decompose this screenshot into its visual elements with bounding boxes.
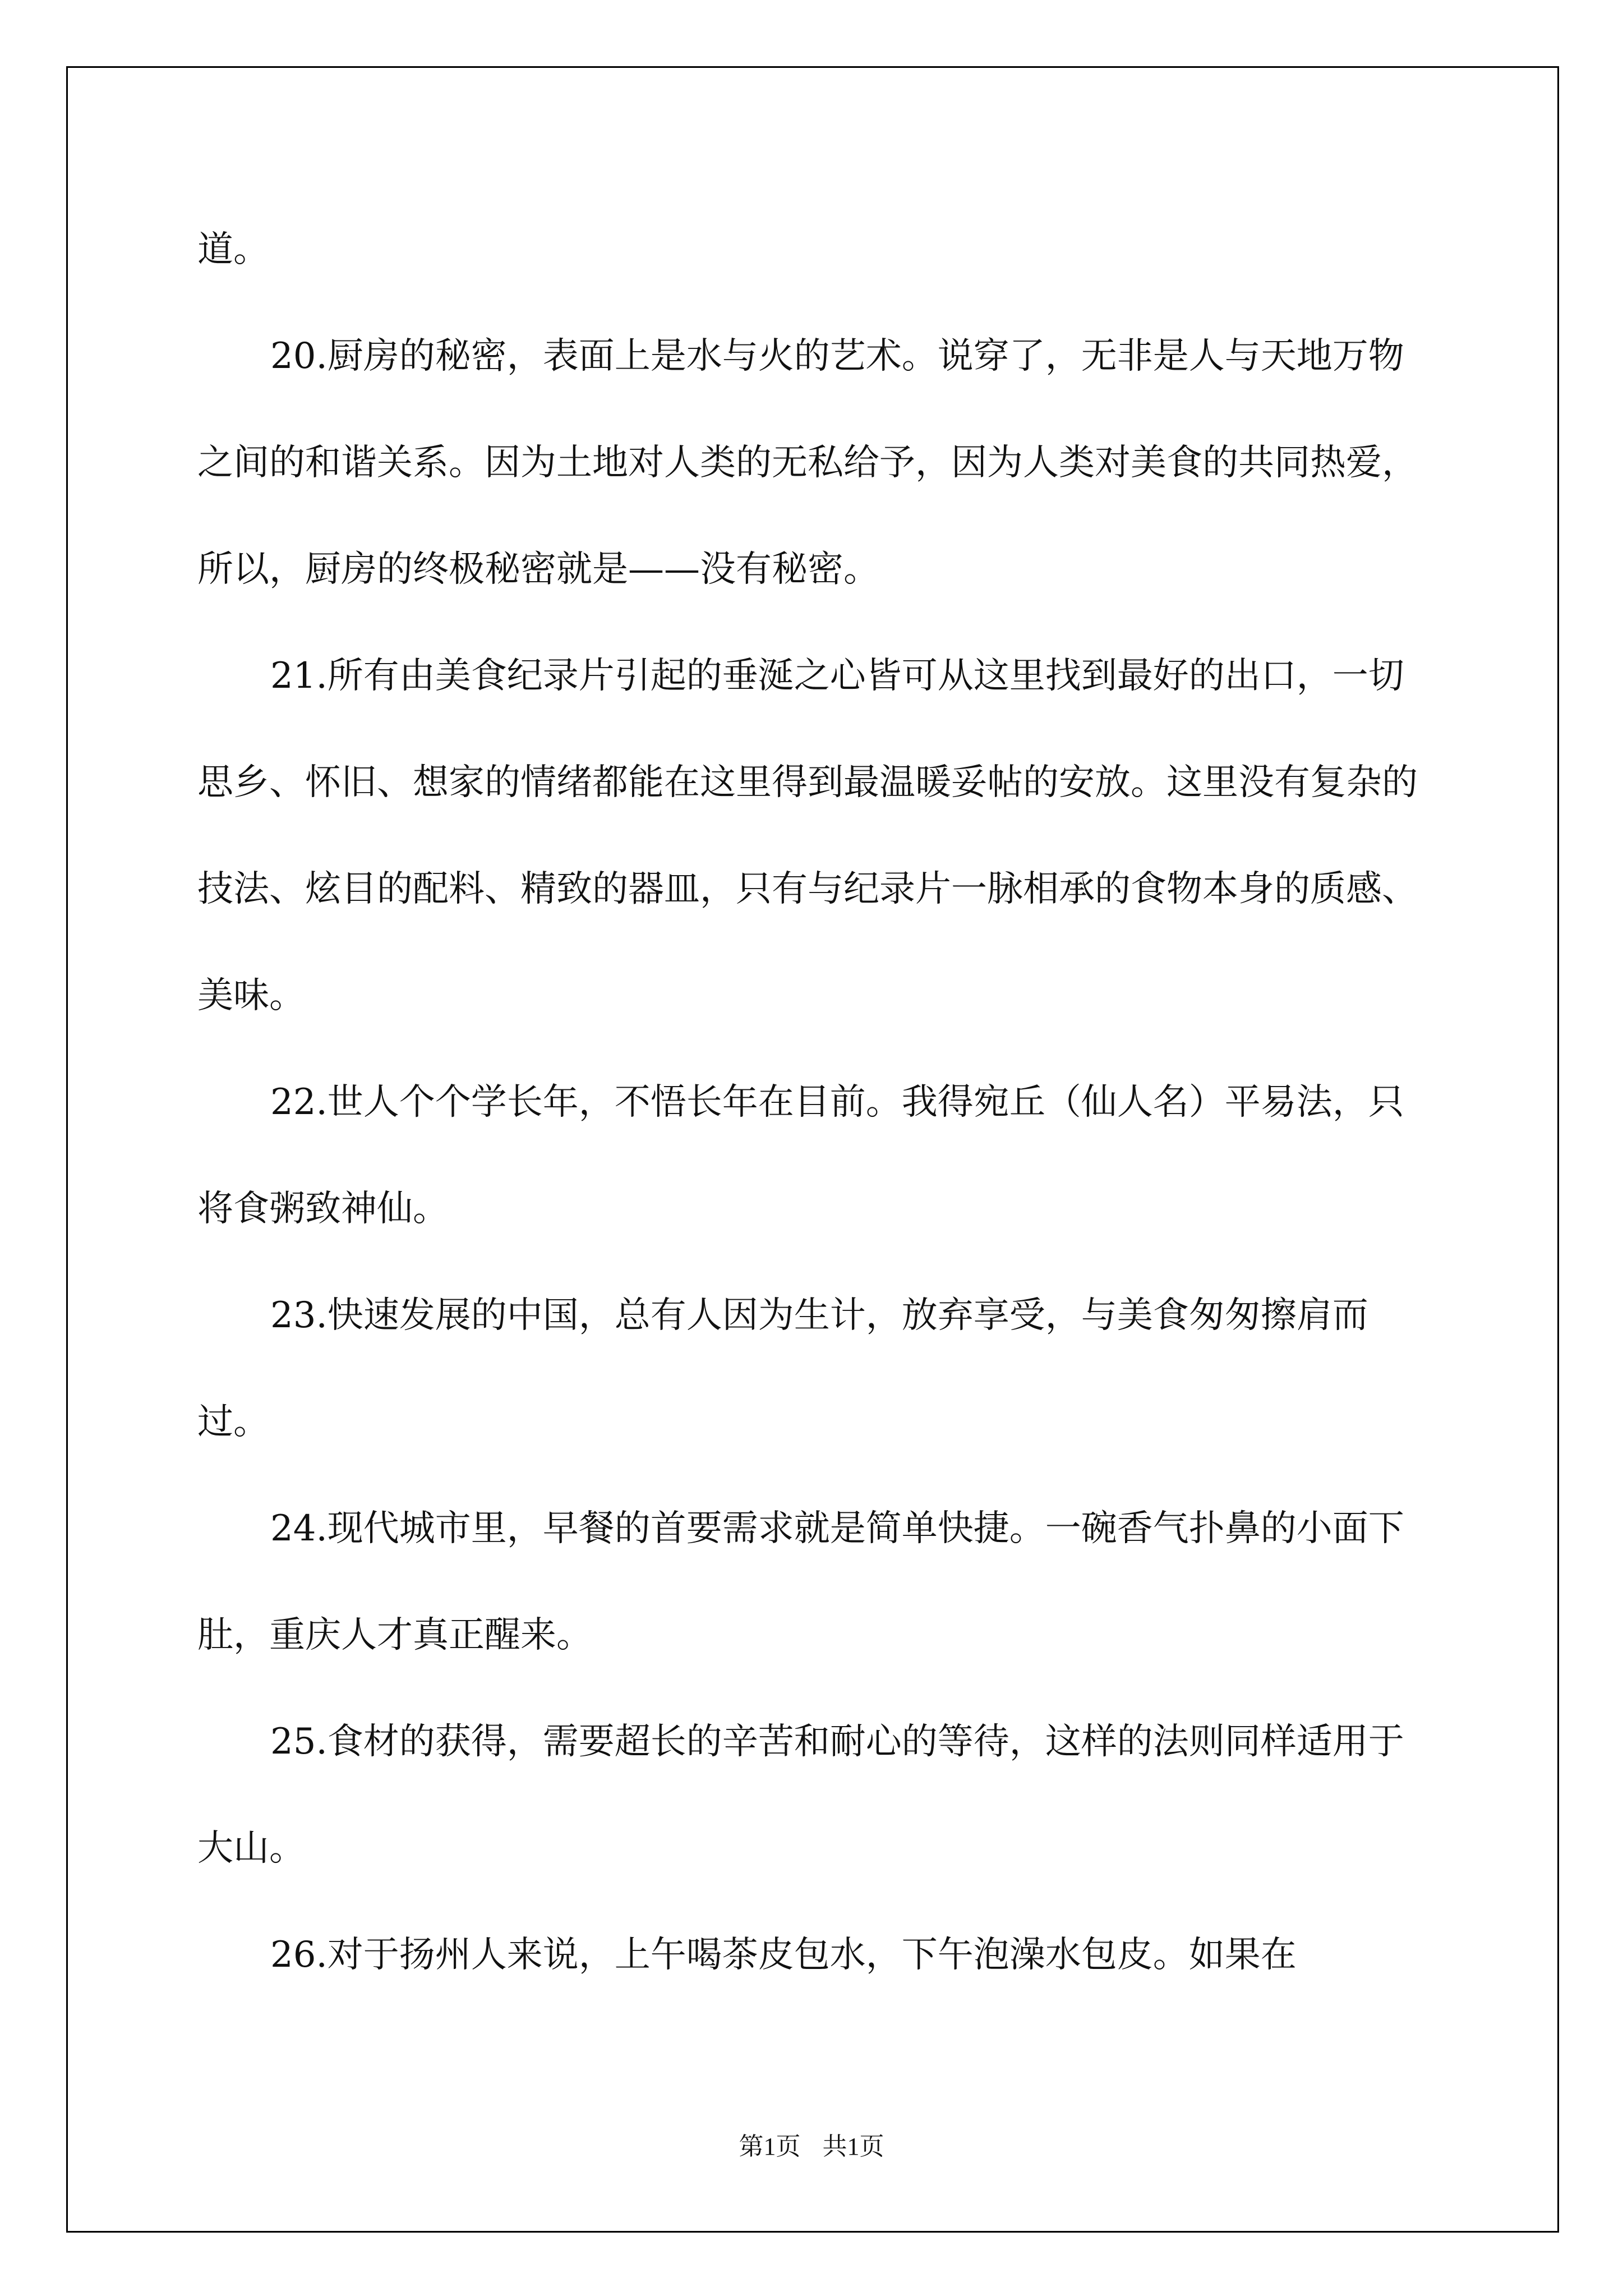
paragraph: 26.对于扬州人来说，上午喝茶皮包水，下午泡澡水包皮。如果在: [270, 1934, 1297, 1976]
page-footer: [0, 2126, 1623, 2162]
paragraph: 20.厨房的秘密，表面上是水与火的艺术。说穿了，无非是人与天地万物之间的和谐关系。因为土地对人类的无私给予，因为人类对美食的共同热爱，所以，厨房的终极秘密就是——没有秘密。: [197, 335, 1418, 590]
paragraph: 25.食材的获得，需要超长的辛苦和耐心的等待，这样的法则同样适用于大山。: [197, 1721, 1404, 1869]
paragraph: 24.现代城市里，早餐的首要需求就是简单快捷。一碗香气扑鼻的小面下肚，重庆人才真正醒来。: [197, 1508, 1404, 1656]
paragraph: 23.快速发展的中国，总有人因为生计，放弃享受，与美食匆匆擦肩而过。: [197, 1295, 1368, 1443]
page-total: 共1页: [822, 2133, 884, 2160]
document-body: [197, 0, 1437, 2188]
paragraph: 道。: [197, 229, 269, 270]
page-number: 第1页: [739, 2133, 801, 2160]
paragraph: 22.世人个个学长年，不悟长年在目前。我得宛丘（仙人名）平易法，只将食粥致神仙。: [197, 1082, 1404, 1230]
paragraph: 21.所有由美食纪录片引起的垂涎之心皆可从这里找到最好的出口，一切思乡、怀旧、想家的情绪都能在这里得到最温暖妥帖的安放。这里没有复杂的技法、炫目的配料、精致的器皿，只有与纪录片一脉相承的食物本身的质感、美味。: [197, 655, 1418, 1016]
